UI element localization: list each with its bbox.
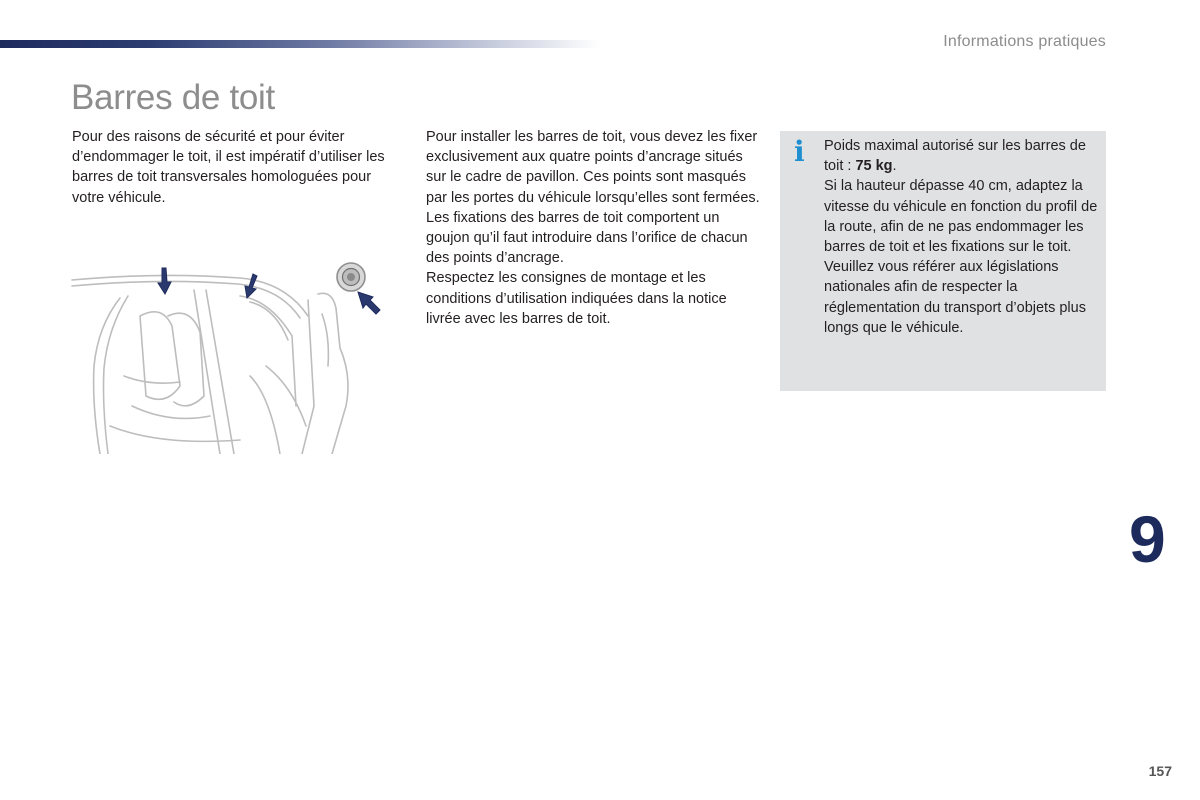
installation-paragraph-1: Pour installer les barres de toit, vous devez les fixer exclusivement aux quatre points d’ancrage situés sur le cadre de pavillon. Ces points sont masqués par les portes du véhicule lorsqu’elles sont fermées.	[426, 129, 760, 206]
page-title: Barres de toit	[71, 78, 275, 117]
header-gradient-bar	[0, 40, 600, 48]
height-speed-note: Si la hauteur dépasse 40 cm, adaptez la vitesse du véhicule en fonction du profil de la route, afin de ne pas endommager les barres de toit et les fixations sur le toit.	[824, 178, 1098, 256]
section-header: Informations pratiques	[943, 33, 1106, 50]
max-weight-suffix: .	[892, 158, 897, 175]
max-weight-value: 75 kg	[855, 158, 893, 175]
legislation-note: Veuillez vous référer aux législations nationales afin de respecter la réglementation du transport d’objets plus longs que le véhicule.	[824, 259, 1086, 336]
roof-anchor-illustration	[70, 256, 390, 454]
max-weight-note	[824, 136, 1106, 176]
max-weight-label: Poids maximal autorisé sur les barres de toit :	[824, 138, 1086, 175]
page-number: 157	[1148, 763, 1172, 779]
intro-column	[72, 127, 397, 208]
installation-paragraph-2: Les fixations des barres de toit comportent un goujon qu’il faut introduire dans l’orifice de chacun des points d’ancrage.	[426, 209, 748, 267]
intro-paragraph: Pour des raisons de sécurité et pour éviter d’endommager le toit, il est impératif d’utiliser les barres de toit transversales homologuées pour votre véhicule.	[72, 129, 385, 206]
chapter-number: 9	[1129, 502, 1166, 576]
info-box	[780, 131, 1106, 391]
installation-paragraph-3: Respectez les consignes de montage et les conditions d’utilisation indiquées dans la notice livrée avec les barres de toit.	[426, 270, 727, 327]
anchor-point-detail	[337, 263, 365, 291]
info-icon: i	[794, 135, 805, 168]
installation-column	[426, 127, 761, 329]
info-text	[824, 136, 1106, 338]
car-interior-drawing	[70, 256, 390, 454]
